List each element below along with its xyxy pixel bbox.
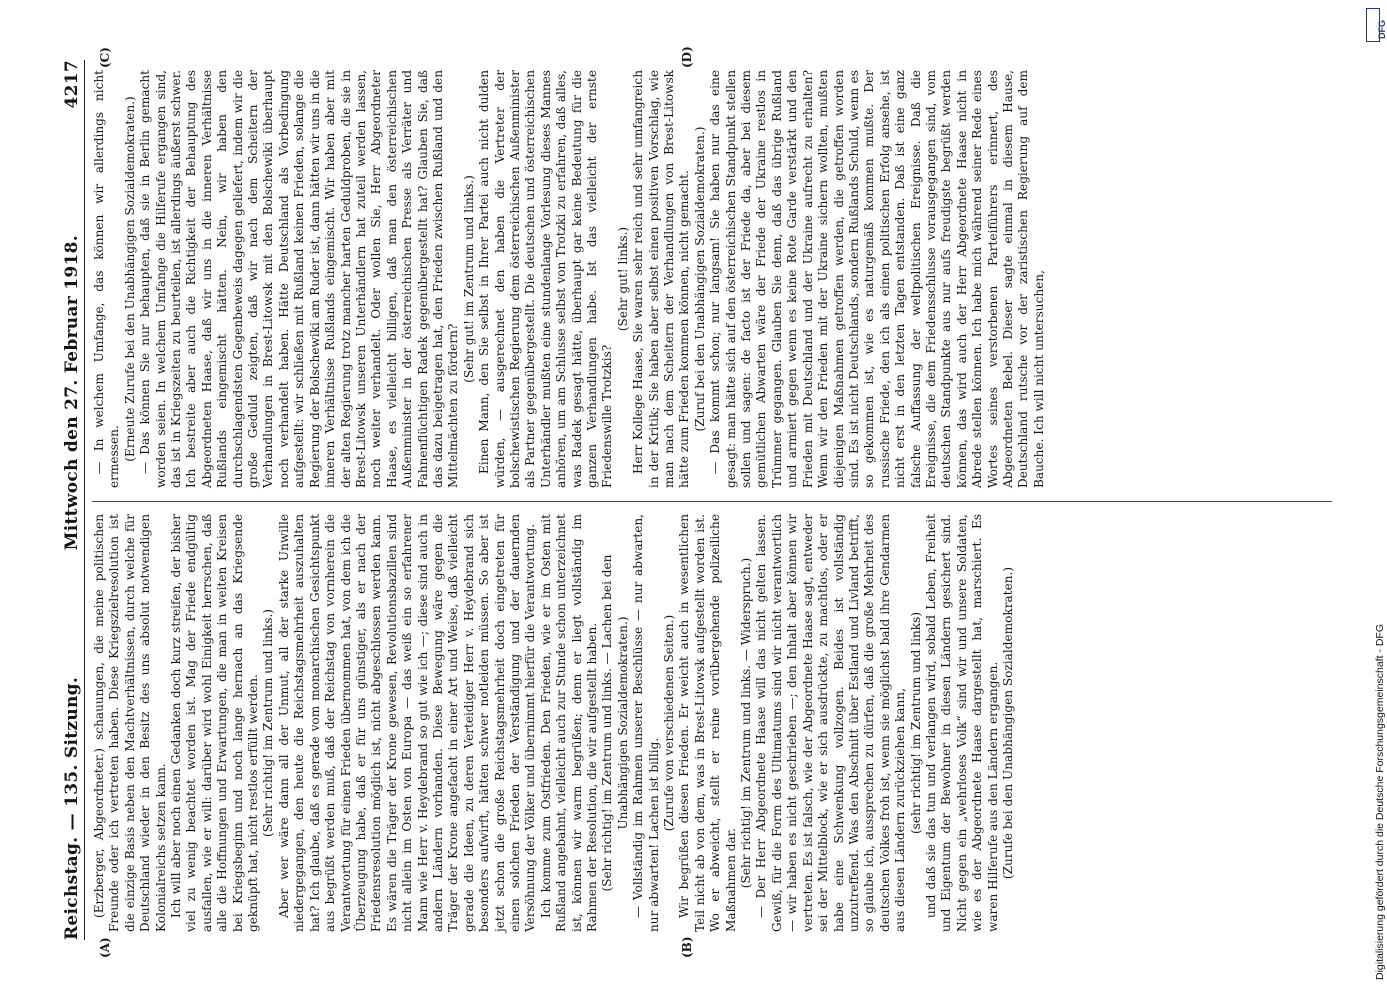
stage-direction: (Zurufe von verschiedenen Seiten.) <box>662 614 677 832</box>
paragraph: Einen Mann, den Sie selbst in Ihrer Partei auch nicht dulden würden, — ausgerechnet den haben die Vertreter der bolschewistischen Regierung dem österreichischen Außenminister als Partner gegenübergestellt. Die deutschen und österreichischen Unterhändler mußten eine stundenlange Vorlesung dieses Mannes anhören, um am Schlusse selbst von Trotzki zu erfahren, daß alles, was Radek gesagt hätte, überhaupt gar keine Bedeutung für die ganzen Verhandlungen habe. Ist das vielleicht der ernste Friedenswille Trotzkis? <box>477 70 615 488</box>
stage-direction: (Sehr gut! links.) <box>615 226 630 332</box>
margin-marker-a: (A) <box>98 937 112 958</box>
dfg-logo-text: DFG <box>1377 20 1387 39</box>
header-rule <box>84 60 85 940</box>
stage-direction: (Zurufe bei den Unabhängigen Sozialdemokraten.) <box>1000 566 1015 880</box>
paragraph: — Der Herr Abgeordnete Haase will das nicht gelten lassen. Gewiß, für die Form des Ultimatums sind wir nicht verantwortlich — wir haben es nicht geschrieben —; den Inhalt aber können wir vertreten. Es ist falsch, wie der Abgeordnete Haase sagt, entweder sei der Mittelblock, wie er sich ausdrückte, zu machtlos, oder er habe eine Schwenkung vollzogen. Beides ist vollständig unzutreffend. Was den Abschnitt über Estland und Livland betrifft, so glaube ich, aussprechen zu dürfen, daß die große Mehrheit des deutschen Volkes froh ist, wenn sie möglichst bald ihre Gendarmen aus diesen Ländern zurückziehen kann, <box>754 514 908 932</box>
paragraph: Wir begrüßen diesen Frieden. Er weicht auch in wesentlichen Teil nicht ab von dem, was in Brest-Litowsk aufgestellt worden ist. Wo er abweicht, stellt er reine vorübergehende polizeiliche Maßnahmen dar. <box>677 514 738 932</box>
margin-marker-b: (B) <box>680 936 694 958</box>
page-header <box>42 60 82 940</box>
stage-direction: (Sehr gut! im Zentrum und links.) <box>461 175 476 383</box>
margin-marker-c: (C) <box>98 47 112 68</box>
column-divider <box>92 501 1332 502</box>
paragraph: — In welchem Umfange, das können wir allerdings nicht ermessen. <box>92 70 122 488</box>
left-column <box>92 514 1332 932</box>
paragraph: Ich will aber noch einen Gedanken doch kurz streifen, der bisher viel zu wenig beachtet worden ist. Mag der Friede endgültig ausfallen, wie er will: darüber wird wohl Einigkeit herrschen, daß alle die Hoffnungen und Erwartungen, die man in weiten Kreisen bei Kriegsbeginn und noch lange hernach an das Kriegsende geknüpft hat, nicht restlos erfüllt werden. <box>169 514 261 932</box>
paragraph: — Vollständig im Rahmen unserer Beschlüsse — nur abwarten, nur abwarten! Lachen ist billig. <box>631 514 661 932</box>
stage-direction: (Sehr richtig! im Zentrum und links. — Widerspruch.) <box>739 557 754 889</box>
stage-direction: (sehr richtig! im Zentrum und links) <box>908 611 923 835</box>
stage-direction: (Erneute Zurufe bei den Unabhängigen Sozialdemokraten.) <box>122 96 137 462</box>
page-number: 4217 <box>62 60 82 109</box>
stage-direction: (Sehr richtig! im Zentrum und links. — Lachen bei den Unabhängigen Sozialdemokraten.) <box>600 554 630 892</box>
margin-marker-d: (D) <box>680 46 694 68</box>
header-date: Mittwoch den 27. Februar 1918. <box>62 235 82 551</box>
paragraph: und daß sie das tun und verlangen wird, sobald Leben, Freiheit und Eigentum der Bewohner in diesen Ländern gesichert sind. Nicht gegen ein „wehrloses Volk“ sind wir und unsere Soldaten, wie es der Abgeordnete Haase dargestellt hat, marschiert. Es waren Hilferufe aus den Ländern ergangen. <box>923 514 1000 932</box>
paragraph: — Das kommt schon; nur langsam! Sie haben nur das eine gesagt: man hätte sich auf den österreichischen Standpunkt stellen sollen und sagen: de facto ist der Friede da, aber bei diesem gemütlichen Abwarten wäre der Friede der Ukraine restlos in Trümmer gegangen. Glauben Sie denn, daß das übrige Rußland und armiert gegen wenn es keine Rote Garde verstärkt und den Frieden mit Deutschland und der Ukraine aufrecht zu erhalten? Wenn wir den Frieden mit der Ukraine sichern wollten, mußten diejenigen Maßnahmen getroffen werden, die getroffen worden sind. Es ist nicht Deutschlands, sondern Rußlands Schuld, wenn es so gekommen ist, wie es naturgemäß kommen mußte. Der russische Friede, den ich als einen politischen Erfolg ansehe, ist nicht erst in den letzten Tagen entstanden. Daß ist eine ganz falsche Auffassung der weltpolitischen Ereignisse. Daß die Ereignisse, die dem Friedensschlusse vorausgegangen sind, vom deutschen Standpunkte aus nur aufs freudigste begrüßt werden können, das wird auch der Herr Abgeordnete Haase nicht in Abrede stellen können. Ich habe mich während seiner Rede eines Wortes seines verstorbenen Parteiführers erinnert, des Abgeordneten Bebel. Dieser sagte einmal in diesem Hause, Deutschland rutsche vor der zaristischen Regierung auf dem Bauche. Ich will nicht untersuchen, <box>708 70 1046 488</box>
paragraph: Herr Kollege Haase, Sie waren sehr reich und sehr umfangreich in der Kritik; Sie haben aber selbst einen positiven Vorschlag, wie man nach dem Scheitern der Verhandlungen von Brest-Litowsk hätte zum Frieden kommen können, nicht gemacht. <box>631 70 692 488</box>
paragraph: Ich komme zum Ostfrieden. Den Frieden, wie er im Osten mit Rußland angebahnt, vielleicht auch zur Stunde schon unterzeichnet ist, können wir warm begrüßen; denn er liegt vollständig im Rahmen der Resolution, die wir aufgestellt haben. <box>538 514 599 932</box>
rotated-newspaper-page <box>40 40 1340 960</box>
stage-direction: (Sehr richtig! im Zentrum und links.) <box>261 609 276 838</box>
paragraph: — Das können Sie nur behaupten, daß sie in Berlin gemacht worden seien. In welchem Umfange die Hilferufe ergangen sind, das ist in Kriegszeiten zu beurteilen, ist allerdings äußerst schwer. Ich bestreite aber auch die Richtigkeit der Behauptung des Abgeordneten Haase, daß wir uns in die inneren Verhältnisse Rußlands eingemischt hätten. Nein, wir haben den durchschlagendsten Gegenbeweis dagegen geliefert, indem wir die große Geduld zeigten, daß wir nach dem Scheitern der Verhandlungen in Brest-Litowsk mit den Bolschewiki überhaupt noch verhandelt haben. Hätte Deutschland als Vorbedingung aufgestellt: wir schließen mit Rußland keinen Frieden, solange die Regierung der Bolschewiki am Ruder ist, dann hätten wir uns in die inneren Verhältnisse Rußlands eingemischt. Wir haben aber mit der alten Regierung trotz mancher harten Geduldproben, die sie in Brest-Litowsk unseren Unterhändlern hat zuteil werden lassen, noch weiter verhandelt. Oder wollen Sie, Herr Abgeordneter Haase, es vielleicht billigen, daß man den österreichischen Außenminister in der österreichischen Presse als Verräter und Fahnenflüchtigen Radek gegenübergestellt hat? Glauben Sie, daß das dazu beigetragen hat, den Frieden zwischen Rußland und den Mittelmächten zu fördern? <box>138 70 461 488</box>
dfg-logo <box>1366 8 1387 42</box>
paragraph: (Erzberger, Abgeordneter.) schauungen, die meine politischen Freunde oder ich vertreten haben. Diese Kriegszielresolution ist die einzige Basis neben den Machtverhältnissen, durch welche für Deutschland wieder in den Besitz des uns absolut notwendigen Kolonialreichs setzen kann. <box>92 514 168 932</box>
stage-direction: (Zuruf bei den Unabhängigen Sozialdemokraten.) <box>692 126 707 432</box>
paragraph: Aber wer wäre dann all der Unmut, all der starke Unwille niedergegangen, den heute die Reichstagsmehrheit auszuhalten hat? Ich glaube, daß es gerade vom monarchischen Gesichtspunkt aus begrüßt werden muß, daß der Reichstag von vornherein die Verantwortung für einen Frieden übernommen hat, von dem ich die Überzeugung habe, daß er für uns günstiger, als er nach der Friedensresolution möglich ist, nicht abgeschlossen werden kann. Es wären die Träger der Krone gewesen, Revolutionsbazillen sind nicht allein im Osten von Europa — das weiß ein so erfahrener Mann wie Herr v. Heydebrand so gut wie ich —; diese sind auch in andern Ländern vorhanden. Diese Bewegung wäre gegen die Träger der Krone angefacht in einer Art und Weise, daß vielleicht gerade die Ideen, zu deren Verteidiger Herr v. Heydebrand sich besonders aufwirft, hätten schwer notleiden müssen. So aber ist jetzt schon die große Reichstagsmehrheit doch eingetreten für einen solchen Frieden der Verständigung und der dauernden Versöhnung der Völker und übernimmt hierfür die Verantwortung. <box>276 514 538 932</box>
right-column <box>92 70 1332 488</box>
header-left: Reichstag. — 135. Sitzung. <box>62 676 82 940</box>
digitization-credit: Digitalisierung gefördert durch die Deutsche Forschungsgemeinschaft - DFG <box>1374 623 1386 980</box>
